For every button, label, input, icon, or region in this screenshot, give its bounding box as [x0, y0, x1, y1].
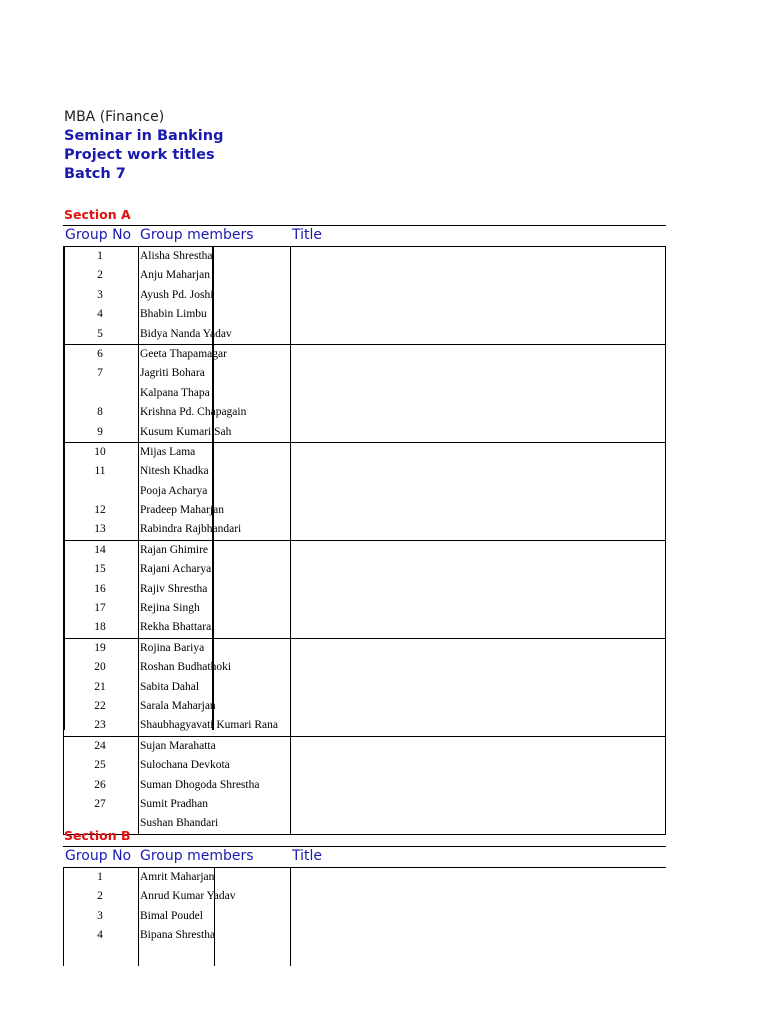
header-group-members: Group members	[140, 227, 254, 243]
table-row	[63, 618, 666, 637]
group-number: 23	[94, 719, 106, 732]
table-row	[63, 599, 666, 618]
member-name: Alisha Shrestha	[140, 250, 213, 262]
table-row	[63, 737, 666, 756]
group-block	[63, 541, 666, 639]
group-number: 22	[94, 699, 106, 712]
member-name: Bimal Poudel	[140, 909, 203, 922]
table-row	[63, 887, 666, 906]
member-name: Rekha Bhattarai	[140, 621, 215, 634]
table-row	[63, 907, 666, 926]
group-block	[63, 737, 666, 835]
member-name: Sabita Dahal	[140, 680, 200, 693]
member-name: Rejina Singh	[140, 602, 200, 615]
table-row	[63, 697, 666, 716]
group-number: 25	[94, 759, 106, 772]
table-row	[63, 678, 666, 697]
table-row	[63, 946, 666, 965]
program-name: MBA (Finance)	[64, 109, 165, 125]
table-row	[63, 756, 666, 775]
table-row	[63, 403, 666, 422]
table-header	[63, 225, 666, 247]
group-number: 13	[94, 523, 106, 536]
table-row	[63, 266, 666, 285]
group-block	[63, 247, 666, 345]
section-a-table	[63, 225, 666, 835]
table-row	[63, 286, 666, 305]
member-name: Shaubhagyavati Kumari Rana	[140, 719, 278, 732]
group-number: 20	[94, 661, 106, 674]
table-row	[63, 364, 666, 383]
member-name: Sujan Marahatta	[140, 739, 216, 752]
table-row	[63, 926, 666, 945]
group-number: 9	[97, 425, 103, 438]
table-row	[63, 814, 666, 833]
group-number: 2	[97, 890, 103, 903]
member-name: Jagriti Bohara	[140, 367, 205, 380]
document-subtitle: Project work titles	[64, 147, 215, 163]
table-row	[63, 639, 666, 658]
member-name: Pradeep Maharjan	[140, 504, 224, 517]
header-title: Title	[292, 848, 323, 864]
group-number: 8	[97, 406, 103, 419]
table-row	[63, 345, 666, 364]
member-name: Rajan Ghimire	[140, 543, 209, 556]
group-number: 24	[94, 739, 106, 752]
table-row	[63, 384, 666, 403]
header-title: Title	[292, 227, 323, 243]
member-name: Rabindra Rajbhandari	[140, 523, 242, 536]
group-number: 1	[97, 871, 103, 883]
member-name: Geeta Thapamagar	[140, 347, 227, 360]
batch-label: Batch 7	[64, 166, 126, 182]
member-name: Kusum Kumari Sah	[140, 425, 232, 438]
table-row	[63, 482, 666, 501]
table-row	[63, 443, 666, 462]
section-b-label: Section B	[64, 828, 131, 843]
group-number: 15	[94, 563, 106, 576]
header-group-no: Group No	[65, 848, 132, 864]
group-number: 11	[94, 465, 106, 478]
table-row	[63, 247, 666, 266]
group-number: 19	[94, 641, 106, 654]
group-block	[63, 868, 666, 965]
group-number: 12	[94, 504, 106, 517]
member-name: Suman Dhogoda Shrestha	[140, 778, 260, 791]
table-row	[63, 716, 666, 735]
member-name: Sumit Pradhan	[140, 797, 209, 810]
member-name: Nitesh Khadka	[140, 465, 209, 478]
member-name: Sulochana Devkota	[140, 759, 230, 772]
table-row	[63, 580, 666, 599]
group-number: 17	[94, 602, 106, 615]
course-title: Seminar in Banking	[64, 128, 224, 144]
member-name: Rajani Acharya	[140, 563, 212, 576]
header-group-members: Group members	[140, 848, 254, 864]
table-row	[63, 776, 666, 795]
member-name: Ayush Pd. Joshi	[140, 288, 214, 301]
group-number: 6	[97, 347, 103, 360]
group-block	[63, 345, 666, 443]
member-name: Bidya Nanda Yadav	[140, 327, 232, 340]
member-name: Pooja Acharya	[140, 484, 208, 497]
member-name: Sarala Maharjan	[140, 699, 216, 712]
member-name: Anrud Kumar Yadav	[140, 890, 236, 903]
group-number: 1	[97, 250, 103, 262]
group-number: 4	[97, 929, 103, 942]
group-number: 3	[97, 909, 103, 922]
table-row	[63, 541, 666, 560]
group-number: 27	[94, 797, 106, 810]
group-number: 14	[94, 543, 106, 556]
member-name: Rojina Bariya	[140, 641, 205, 654]
section-b-table	[63, 846, 666, 966]
table-row	[63, 423, 666, 442]
group-block	[63, 639, 666, 737]
table-row	[63, 520, 666, 539]
member-name: Anju Maharjan	[140, 269, 210, 282]
section-a-body	[63, 247, 666, 835]
section-a-label: Section A	[64, 207, 131, 222]
group-number: 7	[97, 367, 103, 380]
member-name: Krishna Pd. Chapagain	[140, 406, 247, 419]
member-name: Mijas Lama	[140, 445, 196, 458]
table-row	[63, 325, 666, 344]
member-name: Kalpana Thapa	[140, 386, 210, 399]
table-row	[63, 795, 666, 814]
group-number: 2	[97, 269, 103, 282]
member-name: Amrit Maharjan	[140, 871, 215, 883]
group-number: 3	[97, 288, 103, 301]
table-row	[63, 501, 666, 520]
table-header	[63, 846, 666, 868]
member-name: Sushan Bhandari	[140, 817, 219, 830]
header-group-no: Group No	[65, 227, 132, 243]
member-name: Roshan Budhathoki	[140, 661, 232, 674]
table-row	[63, 462, 666, 481]
group-number: 18	[94, 621, 106, 634]
group-number: 26	[94, 778, 106, 791]
group-number: 4	[97, 308, 103, 321]
table-row	[63, 658, 666, 677]
group-number: 5	[97, 327, 103, 340]
member-name: Bipana Shrestha	[140, 929, 216, 942]
group-number: 10	[94, 445, 106, 458]
table-row	[63, 868, 666, 887]
table-row	[63, 305, 666, 324]
section-b-body	[63, 868, 666, 966]
group-block	[63, 443, 666, 541]
group-number: 21	[94, 680, 106, 693]
member-name: Rajiv Shrestha	[140, 582, 208, 595]
group-number: 16	[94, 582, 106, 595]
table-row	[63, 560, 666, 579]
member-name: Bhabin Limbu	[140, 308, 207, 321]
